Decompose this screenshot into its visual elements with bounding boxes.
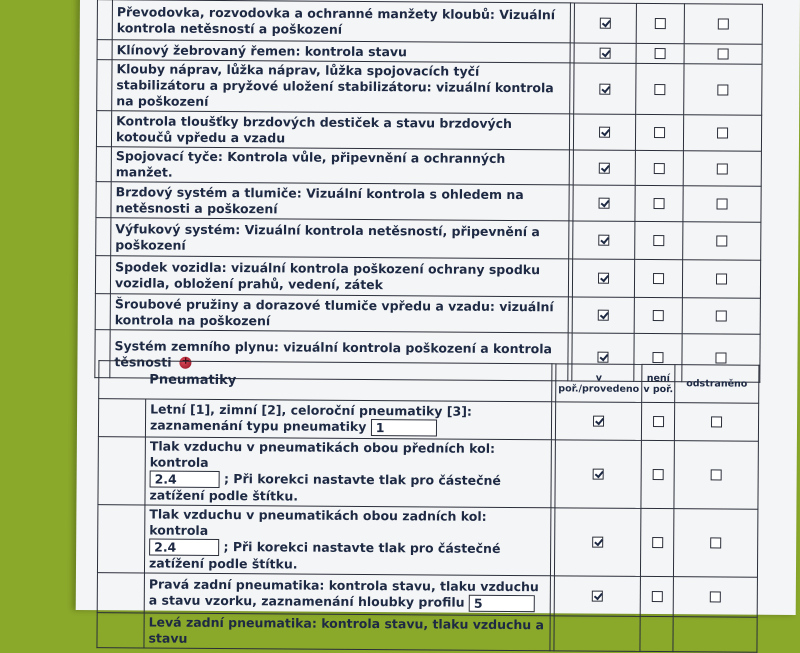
checkbox-fixed[interactable]: [718, 48, 729, 59]
row-text-content: Systém zemního plynu: vizuální kontrola poškození a kontrola těsnosti: [114, 337, 553, 370]
row-text: Kontrola tloušťky brzdových destiček a stavu brzdových kotoučů vpředu a vzadu: [111, 111, 569, 150]
row-spacer: [97, 40, 112, 60]
checkbox-not-ok[interactable]: [654, 127, 665, 138]
row-text: Spodek vozidla: vizuální kontrola poškození ochrany spodku vozidla, obložení prahů, vedení, zátek: [110, 256, 568, 297]
row-text: [145, 399, 551, 440]
row-text: [144, 505, 550, 576]
row-text: [144, 573, 550, 616]
row-text-content: Tlak vzduchu v pneumatikách obou zadních kol: kontrola: [149, 506, 487, 538]
checkbox-done[interactable]: [600, 48, 611, 59]
checkbox-not-ok[interactable]: [653, 273, 664, 284]
col-header-done: v poř./provedeno: [556, 364, 642, 403]
checkbox-not-ok[interactable]: [655, 18, 666, 29]
row-text: Brzdový systém a tlumiče: Vizuální kontrola s ohledem na netěsnosti a poškození: [111, 182, 569, 221]
row-text-content: Pravá zadní pneumatika: kontrola stavu, tlaku vzduchu a stavu vzorku, zaznamenání hloubky profilu: [148, 576, 539, 610]
row-spacer: [95, 256, 110, 294]
table-row: [98, 437, 758, 510]
checkbox-done[interactable]: [593, 469, 604, 480]
row-text: Klouby náprav, lůžka náprav, lůžka spojovacích tyčí stabilizátoru a pryžové uložení stabilizátoru: vizuální kontrola na poškození: [112, 60, 570, 114]
table-row: [98, 399, 758, 442]
checkbox-fixed[interactable]: [716, 235, 727, 246]
tread-depth-field[interactable]: 5: [469, 595, 535, 612]
checkbox-done[interactable]: [592, 537, 603, 548]
checkbox-done[interactable]: [599, 127, 610, 138]
col-header-fixed: odstraněno: [675, 365, 759, 404]
inspection-sheet: [76, 0, 800, 646]
checkbox-fixed[interactable]: [710, 537, 721, 548]
checkbox-not-ok[interactable]: [654, 198, 665, 209]
row-spacer: [96, 218, 111, 256]
row-spacer: [96, 182, 111, 218]
checkbox-done[interactable]: [597, 352, 608, 363]
checkbox-done[interactable]: [598, 235, 609, 246]
row-spacer: [96, 111, 111, 147]
row-text: Klínový žebrovaný řemen: kontrola stavu: [112, 40, 570, 63]
row-spacer: [98, 437, 145, 505]
checkbox-done[interactable]: [598, 310, 609, 321]
section-title: Pneumatiky: [99, 361, 552, 402]
checkbox-not-ok[interactable]: [652, 352, 663, 363]
rear-pressure-field[interactable]: 2.4: [149, 538, 219, 555]
checkbox-fixed[interactable]: [715, 352, 726, 363]
checkbox-fixed[interactable]: [711, 469, 722, 480]
checkbox-not-ok[interactable]: [654, 84, 665, 95]
checkbox-fixed[interactable]: [716, 273, 727, 284]
tires-checklist-table: [96, 360, 759, 653]
table-row: [97, 0, 762, 44]
table-row: [97, 505, 757, 578]
row-spacer: [96, 147, 111, 182]
checkbox-not-ok[interactable]: [652, 469, 663, 480]
front-pressure-field[interactable]: 2.4: [150, 470, 220, 487]
tire-type-field[interactable]: 1: [371, 419, 437, 436]
checkbox-fixed[interactable]: [717, 127, 728, 138]
checkbox-not-ok[interactable]: [655, 48, 666, 59]
row-spacer: [97, 60, 112, 111]
checkbox-not-ok[interactable]: [651, 591, 662, 602]
row-text-content: Tlak vzduchu v pneumatikách obou předních kol: kontrola: [149, 438, 496, 470]
checkbox-fixed[interactable]: [717, 163, 728, 174]
checkbox-fixed[interactable]: [717, 84, 728, 95]
checkbox-done[interactable]: [592, 591, 603, 602]
row-text: Převodovka, rozvodovka a ochranné manžety kloubů: Vizuální kontrola netěsností a poškození: [112, 0, 570, 43]
table-row: [97, 60, 762, 116]
checkbox-done[interactable]: [599, 83, 610, 94]
table-row: [96, 182, 761, 223]
chassis-checklist-table: [94, 0, 763, 383]
table-row: [96, 147, 761, 187]
row-text-content: Letní [1], zimní [2], celoroční pneumatiky [3]: zaznamenání typu pneumatiky: [149, 401, 473, 435]
checkbox-fixed[interactable]: [710, 591, 721, 602]
row-text: Výfukový systém: Vizuální kontrola netěsností, připevnění a poškození: [111, 218, 569, 259]
table-row: [97, 613, 757, 653]
checkbox-fixed[interactable]: [718, 18, 729, 29]
row-text: Spojovací tyče: Kontrola vůle, připevnění a ochranných manžet.: [111, 147, 569, 185]
row-text: Levá zadní pneumatika: kontrola stavu, tlaku vzduchu a stavu: [144, 613, 550, 651]
checkbox-done[interactable]: [599, 198, 610, 209]
checkbox-fixed[interactable]: [711, 416, 722, 427]
checkbox-not-ok[interactable]: [652, 537, 663, 548]
checkbox-not-ok[interactable]: [653, 235, 664, 246]
table-row: [96, 111, 761, 152]
checkbox-fixed[interactable]: [716, 310, 727, 321]
checkbox-done[interactable]: [599, 162, 610, 173]
checkbox-not-ok[interactable]: [652, 416, 663, 427]
checkbox-done[interactable]: [593, 416, 604, 427]
table-row: [97, 573, 757, 618]
checkbox-done[interactable]: [598, 273, 609, 284]
checkbox-fixed[interactable]: [717, 198, 728, 209]
table-row: [95, 256, 760, 299]
checkbox-not-ok[interactable]: [654, 163, 665, 174]
row-spacer: [97, 0, 112, 40]
tires-header-row: [99, 361, 759, 404]
row-text-suffix: ; Při korekci nastavte tlak pro částečné zatížení podle štítku.: [149, 471, 501, 504]
row-text: [145, 437, 551, 508]
row-text: Šroubové pružiny a dorazové tlumiče vpředu a vzadu: vizuální kontrola na poškození: [110, 294, 568, 333]
row-spacer: [97, 613, 144, 648]
col-header-not-ok: není v poř.: [642, 364, 675, 402]
row-spacer: [97, 573, 144, 613]
table-row: [96, 218, 761, 261]
row-spacer: [97, 505, 144, 573]
table-row: [95, 294, 760, 335]
checkbox-done[interactable]: [600, 18, 611, 29]
row-text-suffix: ; Při korekci nastavte tlak pro částečné zatížení podle štítku.: [148, 539, 501, 572]
row-spacer: [95, 294, 110, 330]
row-spacer: [98, 399, 145, 437]
checkbox-not-ok[interactable]: [653, 310, 664, 321]
